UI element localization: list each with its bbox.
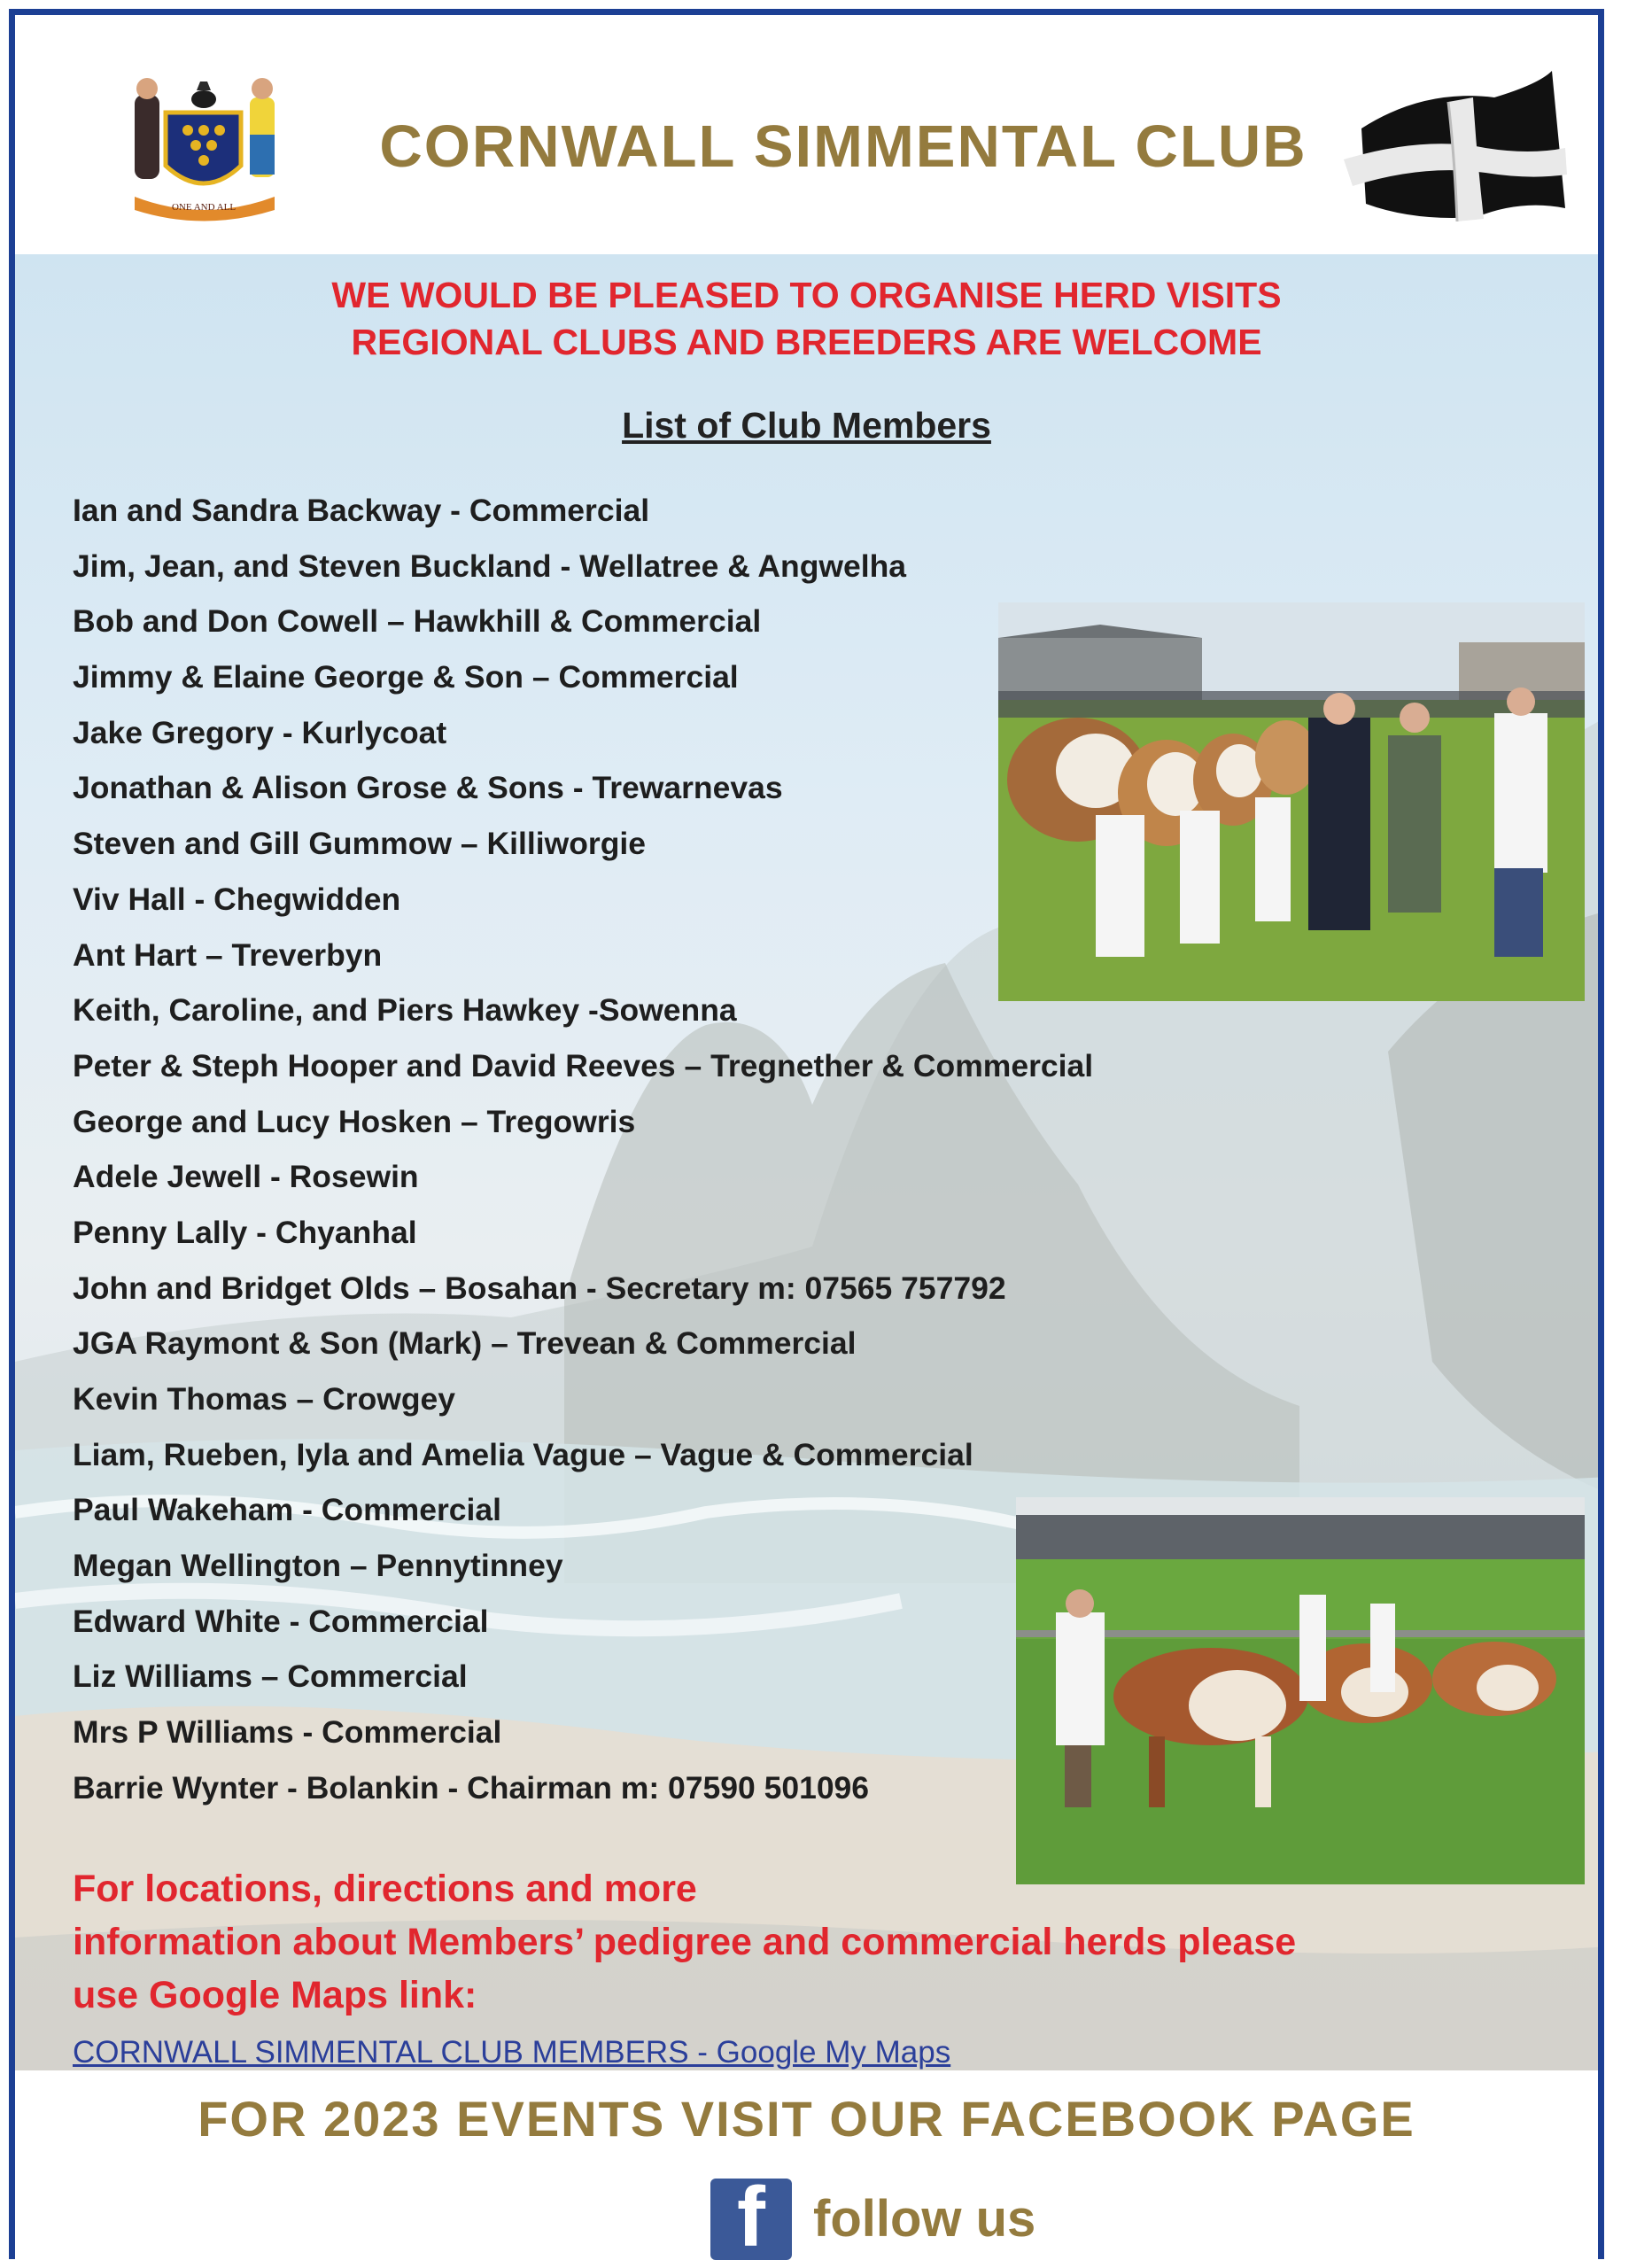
list-item: Barrie Wynter - Bolankin - Chairman m: 07590 501096 [73, 1769, 870, 1806]
list-item: Viv Hall - Chegwidden [73, 881, 401, 917]
poster-frame [9, 9, 1604, 2259]
list-item: Megan Wellington – Pennytinney [73, 1548, 563, 1584]
list-item: JGA Raymont & Son (Mark) – Trevean & Commercial [73, 1325, 857, 1362]
list-item: Penny Lally - Chyanhal [73, 1214, 417, 1250]
list-item: Ant Hart – Treverbyn [73, 936, 383, 973]
facebook-follow[interactable] [710, 2177, 1035, 2261]
member-list [73, 489, 1093, 1822]
list-item: Paul Wakeham - Commercial [73, 1492, 502, 1528]
facebook-icon[interactable] [710, 2179, 792, 2260]
cta-line-2: information about Members’ pedigree and commercial herds please [73, 1921, 1297, 1963]
cattle-show-photo-1 [998, 602, 1585, 1001]
page-title: CORNWALL SIMMENTAL CLUB [379, 113, 1307, 180]
cornwall-flag-icon [1344, 66, 1574, 235]
list-item: Adele Jewell - Rosewin [73, 1159, 419, 1195]
list-item: Ian and Sandra Backway - Commercial [73, 493, 650, 528]
list-item: Jimmy & Elaine George & Son – Commercial [73, 659, 739, 695]
list-item: Jonathan & Alison Grose & Sons - Trewarnevas [73, 770, 783, 806]
list-item: Steven and Gill Gummow – Killiworgie [73, 826, 647, 862]
list-item: Bob and Don Cowell – Hawkhill & Commercial [73, 603, 762, 640]
list-item: Liz Williams – Commercial [73, 1658, 468, 1695]
cta-line-1: For locations, directions and more [73, 1868, 697, 1910]
list-item: Kevin Thomas – Crowgey [73, 1381, 456, 1417]
headline-line-2: REGIONAL CLUBS AND BREEDERS ARE WELCOME [351, 322, 1262, 362]
list-item: Liam, Rueben, Iyla and Amelia Vague – Vague & Commercial [73, 1436, 973, 1472]
list-item: Peter & Steph Hooper and David Reeves – Tregnether & Commercial [73, 1047, 1094, 1084]
list-item: Jim, Jean, and Steven Buckland - Wellatree & Angwelha [73, 548, 907, 584]
list-item: John and Bridget Olds – Bosahan - Secretary m: 07565 757792 [73, 1270, 1006, 1306]
google-maps-link[interactable]: CORNWALL SIMMENTAL CLUB MEMBERS - Google My Maps [73, 2035, 951, 2070]
events-banner: FOR 2023 EVENTS VISIT OUR FACEBOOK PAGE [198, 2091, 1415, 2147]
follow-us-label[interactable]: follow us [813, 2190, 1036, 2248]
list-heading: List of Club Members [622, 405, 991, 446]
crest-motto: ONE AND ALL [171, 202, 237, 213]
list-item: Edward White - Commercial [73, 1603, 489, 1639]
cornwall-coat-of-arms-icon [108, 64, 299, 223]
list-item: Keith, Caroline, and Piers Hawkey -Sowenna [73, 992, 737, 1029]
list-item: Mrs P Williams - Commercial [73, 1714, 502, 1751]
header [15, 15, 1598, 254]
facebook-glyph: f [737, 2178, 765, 2260]
cta-line-3: use Google Maps link: [73, 1974, 477, 2016]
cattle-show-photo-2 [1016, 1497, 1585, 1884]
list-item: George and Lucy Hosken – Tregowris [73, 1103, 636, 1139]
headline [15, 272, 1598, 366]
list-item: Jake Gregory - Kurlycoat [73, 714, 447, 750]
headline-line-1: WE WOULD BE PLEASED TO ORGANISE HERD VISITS [331, 275, 1282, 315]
maps-call-to-action [73, 1862, 1490, 2022]
